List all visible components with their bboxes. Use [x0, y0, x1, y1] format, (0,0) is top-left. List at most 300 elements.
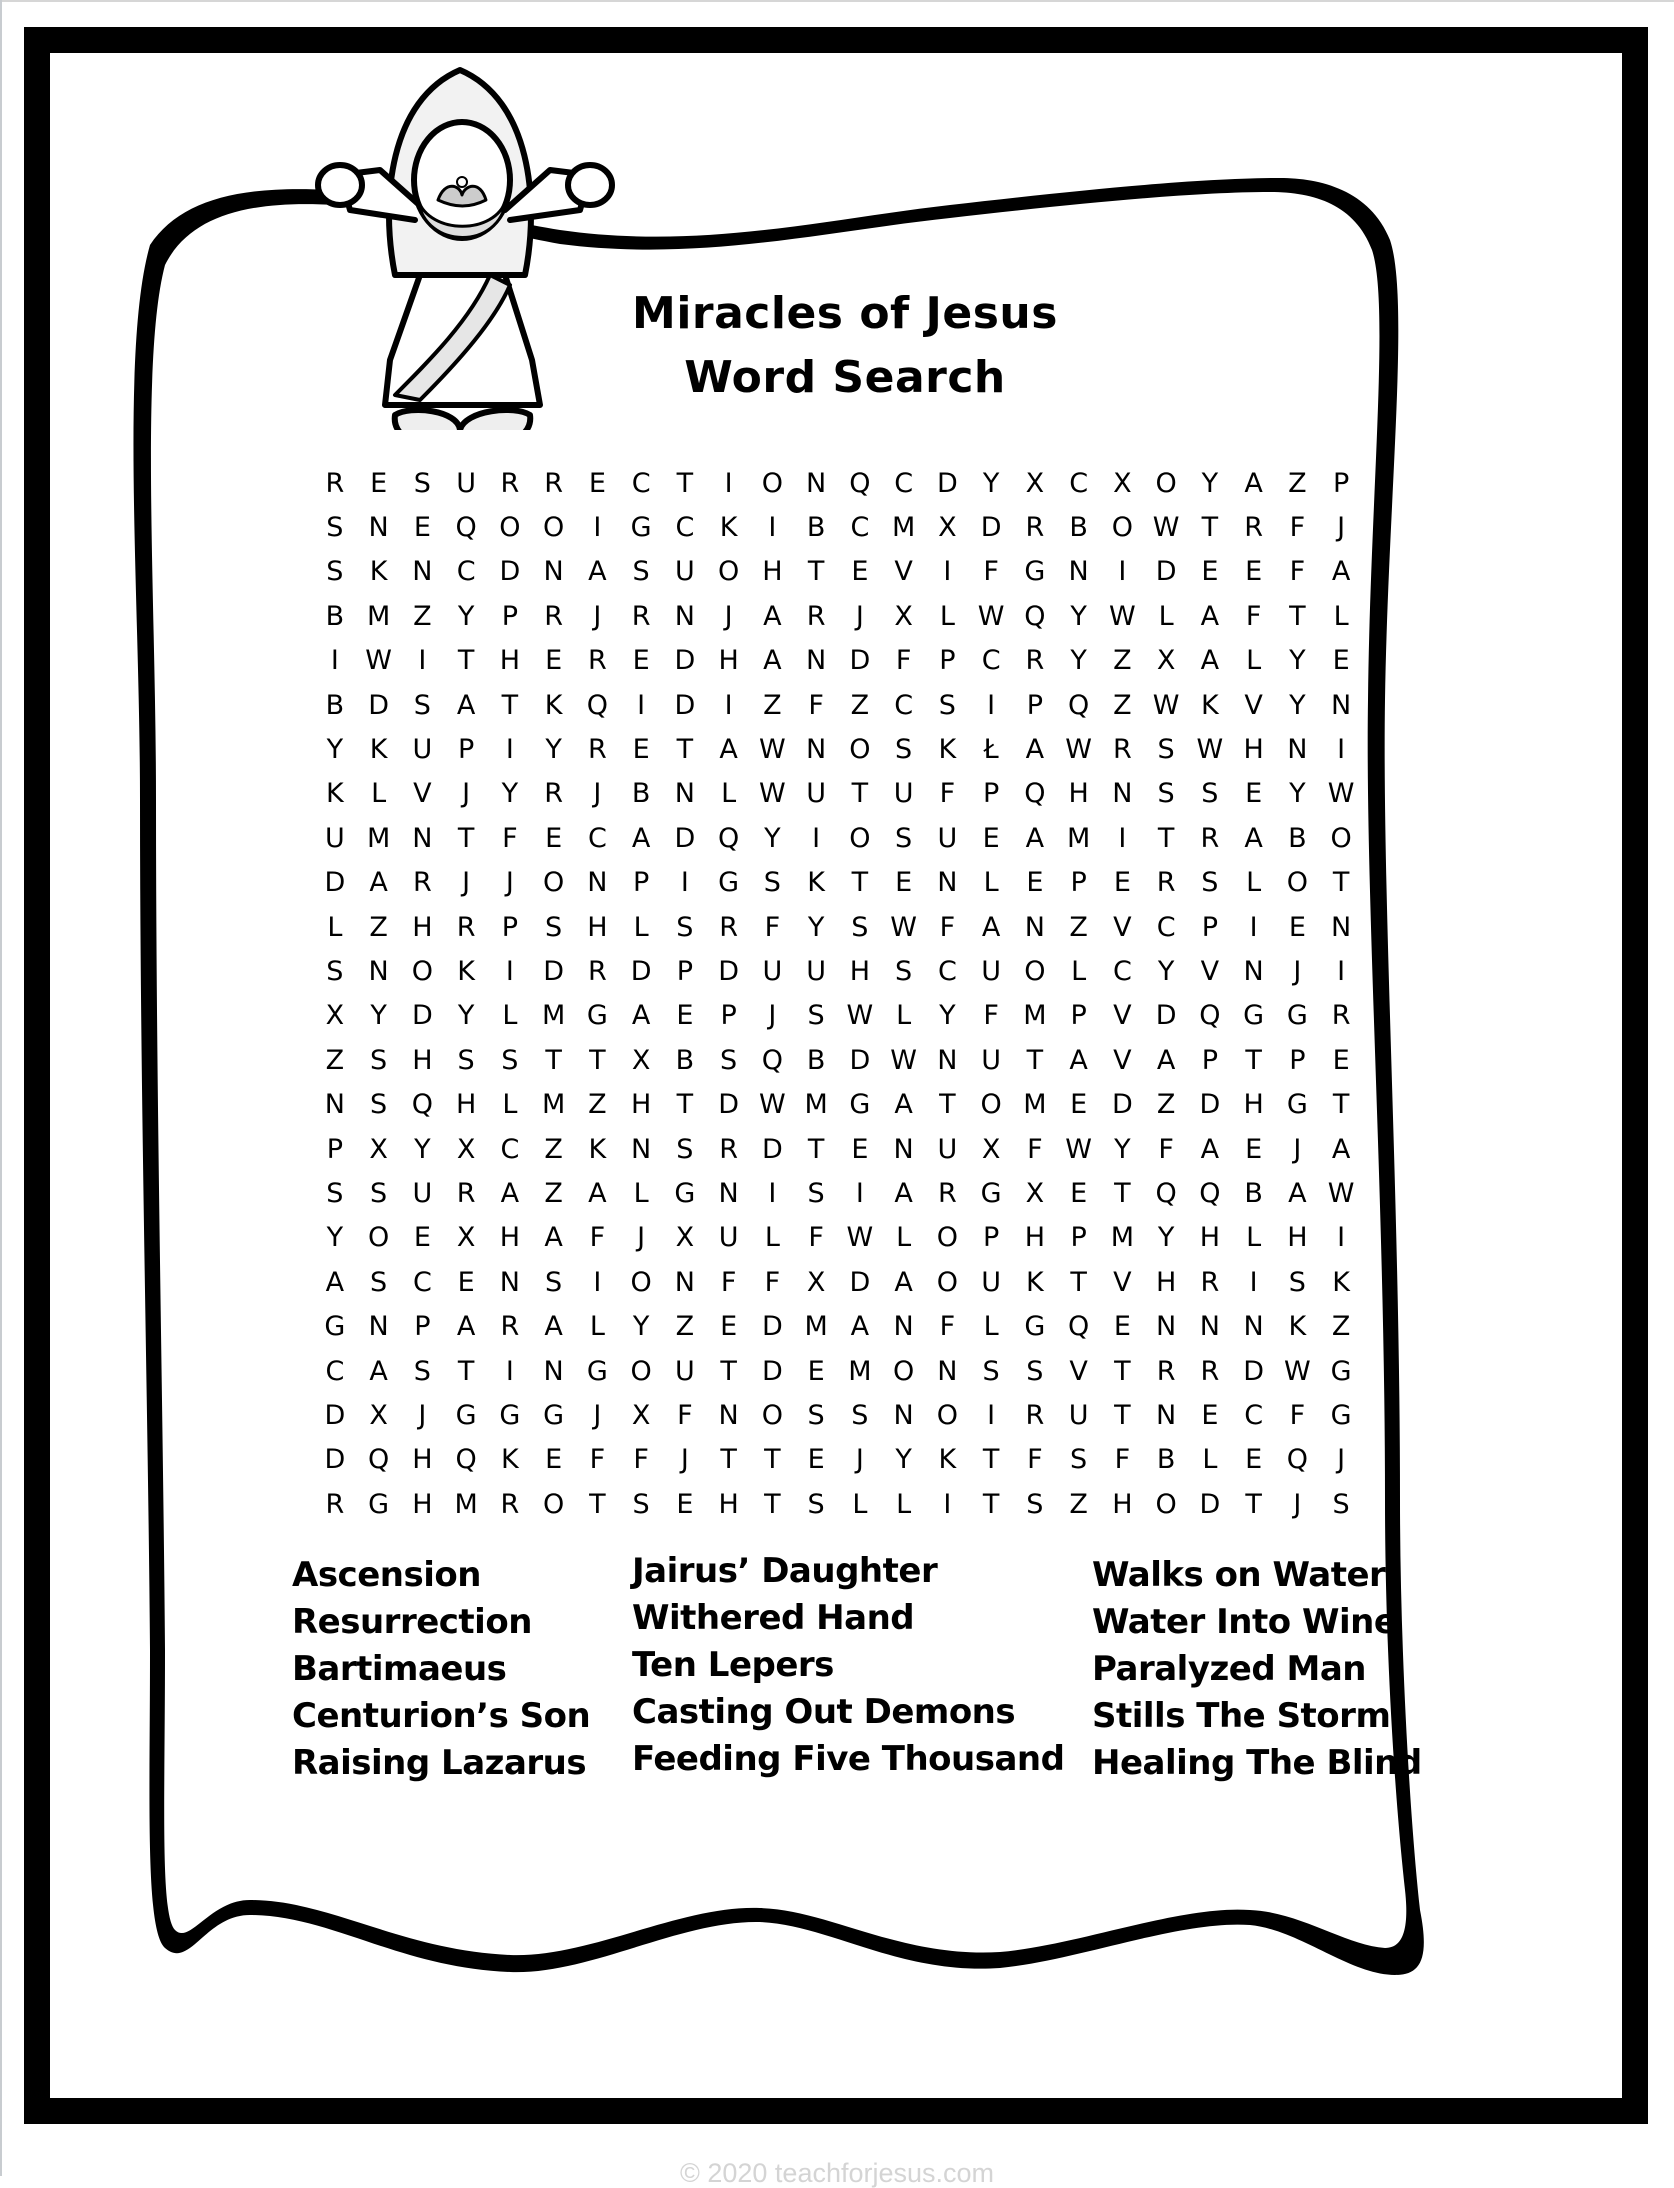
grid-letter: N	[806, 467, 827, 499]
grid-letter: T	[1245, 1044, 1262, 1076]
grid-letter: P	[632, 867, 650, 899]
grid-letter: A	[1156, 1044, 1176, 1076]
grid-letter: R	[1025, 1399, 1045, 1431]
grid-letter: E	[545, 645, 563, 677]
grid-letter: S	[326, 556, 344, 588]
grid-letter: A	[894, 1089, 913, 1121]
grid-letter: A	[850, 1311, 870, 1343]
grid-letter: R	[1331, 1000, 1351, 1032]
grid-letter: T	[764, 1444, 781, 1476]
grid-letter: E	[1113, 867, 1131, 899]
grid-letter: H	[1155, 1266, 1177, 1298]
grid-letter: Y	[982, 467, 1000, 499]
grid-letter: E	[457, 1266, 475, 1298]
grid-letter: K	[369, 734, 388, 766]
grid-letter: C	[1156, 911, 1176, 943]
grid-letter: O	[1024, 955, 1046, 987]
grid-letter: S	[1157, 734, 1175, 766]
grid-letter: G	[630, 512, 652, 544]
grid-letter: M	[1023, 1000, 1047, 1032]
grid-letter: N	[412, 556, 433, 588]
grid-letter: M	[1110, 1222, 1135, 1254]
grid-letter: T	[764, 1488, 781, 1520]
grid-letter: H	[412, 1444, 433, 1476]
grid-letter: Y	[939, 1000, 956, 1032]
grid-letter: P	[1332, 467, 1350, 499]
grid-letter: M	[1066, 822, 1091, 854]
grid-letter: Q	[455, 512, 477, 544]
grid-letter: I	[593, 512, 602, 544]
grid-letter: C	[675, 512, 695, 544]
grid-letter: K	[1201, 689, 1219, 721]
grid-letter: S	[851, 1399, 869, 1431]
grid-letter: W	[890, 911, 917, 943]
grid-letter: K	[1332, 1266, 1350, 1298]
grid-letter: B	[325, 689, 345, 721]
grid-letter: D	[324, 867, 346, 899]
grid-letter: L	[1246, 1222, 1262, 1254]
grid-letter: D	[761, 1133, 783, 1165]
grid-letter: O	[1286, 867, 1308, 899]
grid-letter: U	[412, 1177, 433, 1209]
grid-letter: N	[937, 1355, 958, 1387]
grid-letter: N	[368, 955, 389, 987]
grid-letter: R	[500, 1311, 520, 1343]
grid-letter: K	[1288, 1311, 1307, 1343]
grid-letter: X	[456, 1222, 476, 1254]
grid-letter: R	[1244, 512, 1263, 544]
grid-letter: K	[326, 778, 344, 810]
grid-letter: E	[807, 1444, 825, 1476]
grid-letter: L	[633, 911, 649, 943]
grid-letter: Z	[1331, 1311, 1351, 1343]
grid-letter: D	[1243, 1355, 1265, 1387]
grid-letter: O	[717, 556, 740, 588]
grid-row	[313, 594, 1363, 638]
grid-letter: J	[1337, 1444, 1346, 1476]
grid-letter: T	[1332, 867, 1350, 899]
grid-letter: R	[1112, 734, 1132, 766]
grid-letter: M	[804, 1089, 828, 1121]
grid-letter: K	[369, 556, 388, 588]
grid-letter: R	[1200, 1266, 1220, 1298]
grid-letter: Y	[1289, 778, 1306, 810]
grid-letter: Y	[895, 1444, 912, 1476]
grid-letter: K	[588, 1133, 607, 1165]
grid-letter: D	[499, 556, 521, 588]
grid-letter: X	[938, 512, 957, 544]
grid-letter: Y	[807, 911, 825, 943]
grid-letter: Q	[586, 689, 608, 721]
grid-letter: C	[1244, 1399, 1264, 1431]
grid-letter: C	[412, 1266, 432, 1298]
grid-letter: R	[1156, 1355, 1176, 1387]
grid-letter: Q	[1067, 1311, 1090, 1343]
grid-letter: U	[981, 955, 1001, 987]
grid-letter: M	[1023, 1089, 1047, 1121]
grid-row	[313, 1127, 1363, 1171]
grid-letter: E	[1245, 556, 1263, 588]
grid-letter: C	[631, 467, 651, 499]
grid-letter: H	[718, 645, 739, 677]
grid-letter: P	[1201, 911, 1219, 943]
grid-letter: X	[894, 600, 913, 632]
grid-letter: A	[544, 1311, 563, 1343]
grid-letter: H	[849, 955, 871, 987]
grid-letter: X	[1025, 467, 1045, 499]
grid-letter: N	[412, 822, 433, 854]
grid-letter: T	[676, 1089, 694, 1121]
grid-letter: Z	[544, 1133, 563, 1165]
grid-letter: I	[1249, 1266, 1258, 1298]
grid-letter: D	[324, 1444, 346, 1476]
grid-letter: R	[1200, 822, 1220, 854]
grid-letter: I	[724, 689, 733, 721]
grid-row	[313, 461, 1363, 505]
grid-letter: Q	[1286, 1444, 1308, 1476]
grid-letter: U	[674, 1355, 695, 1387]
grid-row	[313, 1393, 1363, 1437]
grid-letter: Y	[501, 778, 519, 810]
grid-letter: I	[855, 1177, 864, 1209]
grid-letter: S	[1157, 778, 1175, 810]
grid-letter: C	[894, 689, 914, 721]
grid-letter: O	[367, 1222, 390, 1254]
grid-letter: S	[851, 911, 869, 943]
grid-letter: B	[325, 600, 345, 632]
grid-letter: Q	[1199, 1177, 1221, 1209]
grid-letter: R	[412, 867, 432, 899]
grid-letter: A	[1025, 734, 1045, 766]
grid-letter: P	[501, 600, 519, 632]
grid-letter: K	[807, 867, 825, 899]
grid-letter: D	[1111, 1089, 1133, 1121]
grid-row	[313, 861, 1363, 905]
copyright-footer: © 2020 teachforjesus.com	[679, 2158, 995, 2188]
grid-letter: I	[943, 1488, 952, 1520]
grid-letter: T	[457, 645, 475, 677]
grid-letter: X	[1113, 467, 1132, 499]
grid-letter: T	[720, 1355, 737, 1387]
grid-letter: A	[763, 645, 782, 677]
grid-letter: M	[366, 822, 391, 854]
title-line-2: Word Search	[684, 352, 1006, 403]
grid-letter: O	[1330, 822, 1352, 854]
grid-letter: I	[812, 822, 821, 854]
grid-letter: R	[587, 645, 607, 677]
grid-letter: A	[894, 1266, 913, 1298]
grid-letter: E	[632, 645, 650, 677]
grid-letter: F	[764, 911, 781, 943]
grid-letter: U	[937, 1133, 958, 1165]
grid-letter: A	[1200, 600, 1220, 632]
grid-letter: Y	[414, 1133, 431, 1165]
grid-letter: F	[589, 1222, 606, 1254]
grid-letter: Y	[1289, 689, 1306, 721]
grid-letter: N	[587, 867, 608, 899]
grid-row	[313, 816, 1363, 860]
word-item: Healing The Blind	[1092, 1743, 1422, 1783]
grid-letter: S	[895, 955, 913, 987]
grid-letter: N	[674, 778, 695, 810]
grid-letter: G	[674, 1177, 696, 1209]
grid-row	[313, 1438, 1363, 1482]
grid-letter: E	[413, 512, 431, 544]
grid-row	[313, 505, 1363, 549]
grid-letter: F	[939, 1311, 956, 1343]
grid-letter: C	[981, 645, 1001, 677]
grid-letter: J	[1337, 512, 1346, 544]
grid-row	[313, 1482, 1363, 1526]
grid-letter: V	[1244, 689, 1263, 721]
grid-letter: L	[1071, 955, 1087, 987]
grid-letter: S	[1332, 1488, 1350, 1520]
grid-letter: C	[1112, 955, 1132, 987]
grid-letter: J	[1293, 955, 1302, 987]
grid-letter: Y	[1157, 955, 1175, 987]
grid-letter: V	[1113, 911, 1132, 943]
word-item: Raising Lazarus	[292, 1743, 587, 1783]
grid-letter: R	[587, 955, 607, 987]
grid-letter: Y	[326, 734, 344, 766]
grid-letter: V	[894, 556, 913, 588]
grid-letter: N	[674, 1266, 695, 1298]
grid-letter: Q	[1024, 600, 1046, 632]
grid-letter: N	[893, 1133, 914, 1165]
grid-letter: A	[894, 1177, 913, 1209]
grid-letter: F	[1289, 512, 1306, 544]
grid-letter: M	[541, 1000, 566, 1032]
grid-letter: V	[1113, 1000, 1132, 1032]
grid-letter: Z	[369, 911, 388, 943]
word-item: Paralyzed Man	[1092, 1649, 1366, 1689]
grid-letter: B	[1156, 1444, 1176, 1476]
grid-letter: A	[719, 734, 738, 766]
grid-letter: S	[1288, 1266, 1306, 1298]
grid-letter: N	[1199, 1311, 1220, 1343]
grid-letter: S	[895, 822, 913, 854]
grid-letter: S	[763, 867, 781, 899]
grid-letter: R	[456, 911, 476, 943]
grid-letter: I	[505, 1355, 514, 1387]
grid-letter: T	[676, 734, 694, 766]
grid-letter: L	[1246, 867, 1262, 899]
grid-letter: S	[326, 512, 344, 544]
grid-letter: W	[1109, 600, 1136, 632]
grid-letter: H	[1024, 1222, 1046, 1254]
grid-letter: P	[1026, 689, 1044, 721]
grid-letter: L	[1202, 1444, 1218, 1476]
grid-letter: V	[1200, 955, 1220, 987]
grid-letter: U	[1068, 1399, 1089, 1431]
grid-letter: I	[768, 1177, 777, 1209]
grid-letter: G	[368, 1488, 390, 1520]
grid-letter: E	[851, 556, 869, 588]
grid-letter: F	[895, 645, 912, 677]
grid-letter: W	[1327, 778, 1355, 810]
grid-letter: T	[501, 689, 519, 721]
grid-letter: S	[632, 1488, 650, 1520]
grid-letter: F	[983, 1000, 999, 1032]
grid-letter: A	[325, 1266, 345, 1298]
grid-letter: M	[804, 1311, 828, 1343]
grid-letter: H	[412, 911, 433, 943]
grid-letter: S	[501, 1044, 519, 1076]
grid-letter: P	[1070, 867, 1087, 899]
grid-letter: S	[413, 1355, 431, 1387]
grid-letter: O	[411, 955, 433, 987]
grid-letter: W	[1284, 1355, 1311, 1387]
grid-letter: S	[545, 911, 563, 943]
grid-letter: Q	[1155, 1177, 1177, 1209]
grid-letter: Z	[413, 600, 432, 632]
grid-letter: J	[637, 1222, 646, 1254]
grid-letter: Y	[632, 1311, 650, 1343]
title-line-1: Miracles of Jesus	[632, 288, 1058, 339]
grid-letter: O	[542, 867, 565, 899]
word-item: Centurion’s Son	[292, 1696, 591, 1736]
grid-letter: N	[1331, 911, 1352, 943]
grid-letter: L	[589, 1311, 605, 1343]
grid-letter: R	[500, 467, 520, 499]
word-item: Jairus’ Daughter	[632, 1551, 938, 1591]
grid-letter: A	[1069, 1044, 1088, 1076]
grid-letter: C	[1069, 467, 1089, 499]
grid-row	[313, 1260, 1363, 1304]
grid-letter: I	[1337, 955, 1346, 987]
grid-letter: N	[368, 1311, 389, 1343]
grid-letter: G	[586, 1000, 608, 1032]
grid-letter: D	[849, 1044, 871, 1076]
grid-letter: T	[939, 1089, 956, 1121]
grid-letter: W	[1065, 734, 1092, 766]
grid-letter: T	[457, 1355, 475, 1387]
grid-letter: R	[1200, 1355, 1220, 1387]
grid-letter: T	[982, 1444, 1000, 1476]
word-item: Walks on Water	[1092, 1555, 1386, 1595]
grid-letter: U	[412, 734, 433, 766]
grid-letter: H	[499, 645, 521, 677]
grid-letter: J	[505, 867, 514, 899]
grid-letter: L	[1246, 645, 1262, 677]
grid-letter: U	[456, 467, 476, 499]
grid-letter: E	[545, 822, 563, 854]
grid-letter: Z	[1156, 1089, 1176, 1121]
grid-letter: A	[981, 911, 1001, 943]
grid-letter: U	[893, 778, 914, 810]
word-item: Casting Out Demons	[632, 1692, 1016, 1732]
grid-row	[313, 550, 1363, 594]
grid-letter: X	[631, 1399, 651, 1431]
grid-letter: G	[586, 1355, 608, 1387]
grid-letter: A	[631, 1000, 651, 1032]
grid-letter: L	[939, 600, 955, 632]
grid-letter: H	[762, 556, 783, 588]
word-list-column-3	[1092, 1552, 1422, 1787]
grid-letter: G	[1024, 1311, 1046, 1343]
grid-row	[313, 639, 1363, 683]
grid-letter: A	[1331, 556, 1351, 588]
grid-letter: I	[1118, 556, 1127, 588]
grid-letter: J	[855, 600, 864, 632]
grid-letter: R	[1025, 645, 1045, 677]
grid-letter: Z	[544, 1177, 563, 1209]
grid-letter: A	[456, 689, 476, 721]
grid-letter: W	[977, 600, 1005, 632]
grid-letter: F	[1114, 1444, 1131, 1476]
word-item: Feeding Five Thousand	[632, 1739, 1065, 1779]
word-item: Withered Hand	[632, 1598, 915, 1638]
grid-letter: A	[1288, 1177, 1307, 1209]
grid-letter: A	[1331, 1133, 1351, 1165]
grid-letter: N	[1331, 689, 1352, 721]
grid-letter: P	[1070, 1000, 1087, 1032]
grid-letter: F	[808, 1222, 824, 1254]
grid-letter: N	[1287, 734, 1308, 766]
grid-letter: F	[589, 1444, 606, 1476]
grid-letter: D	[1199, 1488, 1221, 1520]
grid-letter: O	[1155, 1488, 1177, 1520]
grid-letter: K	[501, 1444, 519, 1476]
grid-letter: N	[368, 512, 389, 544]
grid-row	[313, 1171, 1363, 1215]
grid-letter: R	[631, 600, 651, 632]
word-search-grid	[313, 461, 1363, 1526]
grid-letter: T	[851, 778, 869, 810]
grid-letter: U	[806, 955, 826, 987]
grid-letter: J	[593, 778, 602, 810]
grid-letter: O	[630, 1266, 652, 1298]
grid-letter: V	[413, 778, 432, 810]
grid-letter: E	[1201, 556, 1219, 588]
grid-letter: A	[1244, 822, 1263, 854]
grid-row	[313, 905, 1363, 949]
grid-row	[313, 1038, 1363, 1082]
grid-letter: J	[855, 1444, 864, 1476]
grid-letter: W	[890, 1044, 917, 1076]
grid-letter: O	[892, 1355, 915, 1387]
grid-letter: O	[849, 734, 871, 766]
grid-letter: S	[632, 556, 650, 588]
grid-row	[313, 949, 1363, 993]
grid-letter: R	[544, 600, 563, 632]
grid-letter: T	[1114, 1177, 1131, 1209]
word-list-column-2	[632, 1548, 1064, 1783]
grid-letter: E	[1245, 1133, 1263, 1165]
grid-letter: T	[720, 1444, 737, 1476]
grid-letter: X	[456, 1133, 476, 1165]
grid-letter: S	[370, 1177, 388, 1209]
grid-letter: X	[1025, 1177, 1045, 1209]
grid-letter: J	[462, 867, 471, 899]
grid-letter: X	[806, 1266, 826, 1298]
grid-letter: G	[543, 1399, 565, 1431]
grid-letter: Q	[1067, 689, 1090, 721]
grid-letter: O	[936, 1266, 958, 1298]
grid-letter: N	[1243, 1311, 1264, 1343]
grid-letter: D	[630, 955, 652, 987]
grid-letter: S	[1201, 778, 1219, 810]
grid-letter: Q	[849, 467, 871, 499]
grid-letter: Z	[1069, 911, 1088, 943]
grid-letter: F	[1289, 556, 1306, 588]
grid-letter: O	[630, 1355, 652, 1387]
grid-letter: G	[1243, 1000, 1265, 1032]
grid-letter: K	[457, 955, 475, 987]
grid-letter: S	[326, 1177, 344, 1209]
grid-letter: D	[849, 1266, 871, 1298]
grid-letter: P	[326, 1133, 344, 1165]
